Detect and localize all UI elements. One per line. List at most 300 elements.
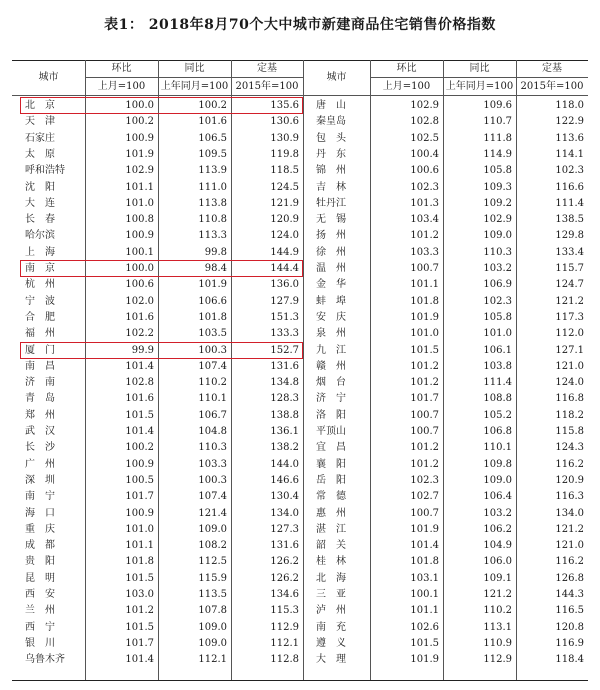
table-row bbox=[12, 326, 588, 341]
cell-base: 127.9 bbox=[270, 295, 299, 307]
table-row bbox=[12, 538, 588, 553]
city-name: 福 州 bbox=[25, 328, 55, 340]
table-row bbox=[12, 391, 588, 406]
cell-yoy: 99.8 bbox=[204, 246, 227, 258]
city-name: 大 连 bbox=[25, 197, 55, 209]
table-row bbox=[12, 114, 588, 129]
cell-base: 116.8 bbox=[555, 393, 584, 405]
cell-mom: 102.8 bbox=[125, 377, 154, 389]
table-row bbox=[12, 261, 588, 276]
cell-yoy: 110.1 bbox=[483, 442, 512, 454]
cell-base: 124.0 bbox=[270, 230, 299, 242]
table-row bbox=[12, 310, 588, 325]
cell-base: 133.4 bbox=[555, 246, 584, 258]
cell-mom: 100.9 bbox=[125, 458, 154, 470]
table-row bbox=[12, 506, 588, 521]
cell-mom: 103.4 bbox=[410, 214, 439, 226]
cell-yoy: 101.6 bbox=[198, 116, 227, 128]
cell-base: 114.1 bbox=[555, 148, 584, 160]
right-header-mom: 环比 bbox=[396, 63, 417, 74]
cell-yoy: 112.1 bbox=[198, 654, 227, 666]
cell-mom: 101.4 bbox=[125, 426, 154, 437]
cell-mom: 101.9 bbox=[410, 311, 439, 323]
table-row bbox=[12, 620, 588, 635]
cell-yoy: 115.9 bbox=[198, 572, 227, 584]
cell-mom: 101.8 bbox=[410, 295, 439, 307]
cell-base: 134.0 bbox=[555, 507, 584, 519]
cell-mom: 102.3 bbox=[410, 181, 439, 193]
cell-mom: 102.8 bbox=[410, 116, 439, 128]
cell-base: 120.9 bbox=[555, 474, 584, 486]
cell-mom: 102.3 bbox=[410, 474, 439, 486]
right-header-base-sub: 2015年=100 bbox=[520, 81, 584, 92]
cell-yoy: 105.8 bbox=[483, 311, 512, 323]
cell-base: 146.6 bbox=[270, 474, 299, 486]
cell-yoy: 100.3 bbox=[198, 344, 227, 356]
cell-yoy: 101.0 bbox=[483, 328, 512, 340]
cell-yoy: 110.9 bbox=[483, 637, 512, 649]
cell-yoy: 103.3 bbox=[198, 458, 227, 470]
cell-base: 121.0 bbox=[555, 540, 584, 552]
city-name: 襄 阳 bbox=[316, 458, 346, 470]
cell-mom: 100.2 bbox=[125, 116, 154, 128]
city-name: 大 理 bbox=[316, 654, 346, 666]
city-name: 韶 关 bbox=[316, 540, 346, 552]
cell-mom: 102.5 bbox=[410, 132, 439, 144]
cell-yoy: 101.8 bbox=[198, 311, 227, 323]
left-header-yoy-sub: 上年同月=100 bbox=[160, 81, 229, 92]
cell-yoy: 105.8 bbox=[483, 165, 512, 177]
city-name: 南 京 bbox=[25, 263, 55, 274]
cell-base: 118.2 bbox=[555, 409, 584, 421]
cell-base: 117.3 bbox=[555, 311, 584, 323]
cell-yoy: 109.2 bbox=[483, 197, 512, 209]
cell-yoy: 106.1 bbox=[483, 344, 512, 356]
cell-mom: 99.9 bbox=[131, 344, 154, 356]
cell-yoy: 110.2 bbox=[483, 605, 512, 617]
cell-base: 134.0 bbox=[270, 507, 299, 519]
cell-mom: 100.6 bbox=[410, 165, 439, 177]
cell-mom: 102.7 bbox=[410, 491, 439, 503]
cell-base: 124.0 bbox=[555, 377, 584, 389]
table-row bbox=[12, 522, 588, 537]
table-row bbox=[12, 359, 588, 374]
city-name: 洛 阳 bbox=[316, 409, 346, 421]
city-name: 南 充 bbox=[316, 621, 346, 633]
cell-base: 131.6 bbox=[270, 360, 299, 372]
cell-yoy: 106.5 bbox=[198, 132, 227, 144]
city-name: 呼和浩特 bbox=[25, 165, 65, 177]
cell-base: 116.6 bbox=[555, 181, 584, 193]
city-name: 包 头 bbox=[316, 132, 346, 144]
cell-yoy: 103.5 bbox=[198, 328, 227, 340]
cell-mom: 100.0 bbox=[125, 263, 154, 274]
right-header-mom-sub: 上月=100 bbox=[382, 81, 431, 92]
cell-yoy: 110.3 bbox=[198, 442, 227, 454]
cell-yoy: 109.8 bbox=[483, 458, 512, 470]
cell-base: 112.1 bbox=[270, 637, 299, 649]
cell-base: 126.2 bbox=[270, 572, 299, 584]
table-row bbox=[12, 245, 588, 260]
cell-yoy: 121.2 bbox=[483, 589, 512, 600]
city-name: 济 宁 bbox=[316, 393, 346, 405]
cell-yoy: 110.1 bbox=[198, 393, 227, 405]
cell-yoy: 106.9 bbox=[483, 279, 512, 291]
cell-mom: 101.5 bbox=[125, 409, 154, 421]
cell-yoy: 101.9 bbox=[198, 279, 227, 291]
cell-mom: 100.9 bbox=[125, 132, 154, 144]
cell-yoy: 107.4 bbox=[198, 491, 227, 503]
cell-base: 131.6 bbox=[270, 540, 299, 552]
cell-base: 124.7 bbox=[555, 279, 584, 291]
city-name: 唐 山 bbox=[316, 100, 346, 111]
cell-yoy: 109.0 bbox=[198, 637, 227, 649]
table-row bbox=[12, 180, 588, 195]
cell-yoy: 106.6 bbox=[198, 295, 227, 307]
city-name: 泸 州 bbox=[316, 605, 346, 617]
cell-base: 127.3 bbox=[270, 523, 299, 535]
cell-mom: 101.2 bbox=[410, 458, 439, 470]
cell-yoy: 110.3 bbox=[483, 246, 512, 258]
right-header-base: 定基 bbox=[542, 63, 562, 74]
cell-base: 118.0 bbox=[555, 100, 584, 111]
cell-mom: 100.9 bbox=[125, 230, 154, 242]
cell-mom: 102.9 bbox=[410, 100, 439, 111]
cell-base: 116.3 bbox=[555, 491, 584, 503]
left-subheader-rule bbox=[85, 77, 303, 78]
cell-yoy: 103.8 bbox=[483, 360, 512, 372]
cell-mom: 100.9 bbox=[125, 507, 154, 519]
table-row bbox=[12, 131, 588, 146]
cell-mom: 102.6 bbox=[410, 621, 439, 633]
city-name: 乌鲁木齐 bbox=[25, 654, 65, 666]
left-header-city: 城市 bbox=[38, 72, 59, 83]
city-name: 济 南 bbox=[25, 377, 55, 389]
cell-base: 124.5 bbox=[270, 181, 299, 193]
cell-yoy: 105.2 bbox=[483, 409, 512, 421]
city-name: 遵 义 bbox=[316, 637, 346, 649]
cell-yoy: 102.3 bbox=[483, 295, 512, 307]
cell-base: 126.2 bbox=[270, 556, 299, 568]
cell-yoy: 106.2 bbox=[483, 523, 512, 535]
left-header-base: 定基 bbox=[257, 63, 277, 74]
cell-yoy: 111.0 bbox=[198, 181, 227, 193]
header-bottom-rule bbox=[12, 95, 588, 96]
cell-yoy: 113.1 bbox=[483, 621, 512, 633]
table-row bbox=[12, 473, 588, 488]
city-name: 武 汉 bbox=[25, 426, 55, 437]
city-name: 天 津 bbox=[25, 116, 55, 128]
city-name: 九 江 bbox=[316, 344, 346, 356]
cell-mom: 101.5 bbox=[410, 344, 439, 356]
cell-yoy: 108.2 bbox=[198, 540, 227, 552]
cell-mom: 102.9 bbox=[125, 165, 154, 177]
cell-base: 144.3 bbox=[555, 589, 584, 600]
left-header-yoy: 同比 bbox=[184, 63, 205, 74]
cell-yoy: 109.0 bbox=[483, 230, 512, 242]
city-name: 海 口 bbox=[25, 507, 55, 519]
cell-base: 118.4 bbox=[555, 654, 584, 666]
cell-yoy: 121.4 bbox=[198, 507, 227, 519]
cell-base: 115.7 bbox=[555, 263, 584, 274]
cell-yoy: 112.9 bbox=[483, 654, 512, 666]
cell-mom: 100.0 bbox=[125, 100, 154, 111]
cell-base: 136.1 bbox=[270, 426, 299, 437]
cell-base: 116.2 bbox=[555, 556, 584, 568]
cell-mom: 102.0 bbox=[125, 295, 154, 307]
cell-base: 116.9 bbox=[555, 637, 584, 649]
cell-mom: 101.2 bbox=[410, 360, 439, 372]
cell-yoy: 113.5 bbox=[198, 589, 227, 600]
left-header-base-sub: 2015年=100 bbox=[235, 81, 299, 92]
cell-mom: 101.6 bbox=[125, 311, 154, 323]
city-name: 昆 明 bbox=[25, 572, 55, 584]
cell-mom: 101.4 bbox=[125, 360, 154, 372]
city-name: 北 海 bbox=[316, 572, 346, 584]
city-name: 无 锡 bbox=[316, 214, 346, 226]
city-name: 湛 江 bbox=[316, 523, 346, 535]
city-name: 温 州 bbox=[316, 263, 346, 274]
cell-base: 138.8 bbox=[270, 409, 299, 421]
cell-base: 136.0 bbox=[270, 279, 299, 291]
city-name: 长 沙 bbox=[25, 442, 55, 454]
cell-yoy: 104.8 bbox=[198, 426, 227, 437]
cell-base: 116.5 bbox=[555, 605, 584, 617]
city-name: 南 宁 bbox=[25, 491, 55, 503]
city-name: 桂 林 bbox=[316, 556, 346, 568]
city-name: 宁 波 bbox=[25, 295, 55, 307]
table-row bbox=[12, 98, 588, 113]
cell-mom: 101.0 bbox=[125, 197, 154, 209]
table-row bbox=[12, 636, 588, 651]
city-name: 秦皇岛 bbox=[316, 116, 346, 128]
cell-base: 121.2 bbox=[555, 295, 584, 307]
cell-mom: 101.8 bbox=[125, 556, 154, 568]
cell-base: 128.3 bbox=[270, 393, 299, 405]
cell-base: 133.3 bbox=[270, 328, 299, 340]
cell-base: 130.4 bbox=[270, 491, 299, 503]
cell-base: 115.3 bbox=[270, 605, 299, 617]
cell-yoy: 109.5 bbox=[198, 148, 227, 160]
cell-yoy: 109.0 bbox=[198, 621, 227, 633]
cell-base: 120.9 bbox=[270, 214, 299, 226]
cell-yoy: 114.9 bbox=[483, 148, 512, 160]
cell-mom: 101.1 bbox=[125, 181, 154, 193]
cell-base: 112.0 bbox=[555, 328, 584, 340]
city-name: 厦 门 bbox=[25, 344, 55, 356]
cell-mom: 100.7 bbox=[410, 507, 439, 519]
table-row bbox=[12, 587, 588, 602]
city-name: 蚌 埠 bbox=[316, 295, 346, 307]
city-name: 杭 州 bbox=[25, 279, 55, 291]
table-row bbox=[12, 554, 588, 569]
cell-yoy: 109.1 bbox=[483, 572, 512, 584]
cell-mom: 101.2 bbox=[410, 230, 439, 242]
cell-yoy: 108.8 bbox=[483, 393, 512, 405]
cell-yoy: 109.0 bbox=[483, 474, 512, 486]
city-name: 平顶山 bbox=[316, 426, 346, 437]
cell-base: 144.9 bbox=[270, 246, 299, 258]
cell-yoy: 100.2 bbox=[198, 100, 227, 111]
cell-base: 122.9 bbox=[555, 116, 584, 128]
cell-mom: 100.7 bbox=[410, 409, 439, 421]
cell-mom: 101.6 bbox=[125, 393, 154, 405]
city-name: 赣 州 bbox=[316, 360, 346, 372]
cell-yoy: 113.8 bbox=[198, 197, 227, 209]
table-row bbox=[12, 196, 588, 211]
cell-mom: 103.1 bbox=[410, 572, 439, 584]
cell-mom: 100.1 bbox=[125, 246, 154, 258]
cell-mom: 101.5 bbox=[125, 621, 154, 633]
table-row bbox=[12, 228, 588, 243]
city-name: 岳 阳 bbox=[316, 474, 346, 486]
table-row bbox=[12, 375, 588, 390]
cell-base: 119.8 bbox=[270, 148, 299, 160]
city-name: 常 德 bbox=[316, 491, 346, 503]
cell-mom: 100.1 bbox=[410, 589, 439, 600]
city-name: 贵 阳 bbox=[25, 556, 55, 568]
cell-yoy: 113.9 bbox=[198, 165, 227, 177]
right-subheader-rule bbox=[370, 77, 588, 78]
cell-base: 152.7 bbox=[270, 344, 299, 356]
city-name: 合 肥 bbox=[25, 311, 55, 323]
table-row bbox=[12, 652, 588, 667]
city-name: 安 庆 bbox=[316, 311, 346, 323]
cell-yoy: 98.4 bbox=[204, 263, 227, 274]
cell-base: 112.8 bbox=[270, 654, 299, 666]
cell-mom: 101.7 bbox=[410, 393, 439, 405]
cell-mom: 100.5 bbox=[125, 474, 154, 486]
cell-base: 102.3 bbox=[555, 165, 584, 177]
cell-mom: 103.3 bbox=[410, 246, 439, 258]
city-name: 吉 林 bbox=[316, 181, 346, 193]
table-title: 表1： 2018年8月70个大中城市新建商品住宅销售价格指数 bbox=[104, 17, 496, 33]
cell-yoy: 109.3 bbox=[483, 181, 512, 193]
right-header-yoy: 同比 bbox=[469, 63, 490, 74]
cell-mom: 101.1 bbox=[410, 279, 439, 291]
cell-base: 151.3 bbox=[270, 311, 299, 323]
cell-base: 129.8 bbox=[555, 230, 584, 242]
cell-base: 130.6 bbox=[270, 116, 299, 128]
cell-yoy: 106.4 bbox=[483, 491, 512, 503]
cell-yoy: 102.9 bbox=[483, 214, 512, 226]
cell-base: 127.1 bbox=[555, 344, 584, 356]
city-name: 成 都 bbox=[25, 540, 55, 552]
left-header-mom-sub: 上月=100 bbox=[97, 81, 146, 92]
cell-mom: 101.8 bbox=[410, 556, 439, 568]
city-name: 南 昌 bbox=[25, 360, 55, 372]
cell-yoy: 110.7 bbox=[483, 116, 512, 128]
city-name: 哈尔滨 bbox=[25, 230, 55, 242]
cell-mom: 100.6 bbox=[125, 279, 154, 291]
city-name: 惠 州 bbox=[316, 507, 346, 519]
cell-base: 134.8 bbox=[270, 377, 299, 389]
cell-base: 111.4 bbox=[555, 197, 584, 209]
table-row bbox=[12, 343, 588, 358]
cell-yoy: 110.8 bbox=[198, 214, 227, 226]
cell-mom: 100.7 bbox=[410, 426, 439, 437]
cell-yoy: 103.2 bbox=[483, 507, 512, 519]
cell-base: 120.8 bbox=[555, 621, 584, 633]
city-name: 三 亚 bbox=[316, 589, 346, 600]
right-header-yoy-sub: 上年同月=100 bbox=[445, 81, 514, 92]
city-name: 银 川 bbox=[25, 637, 55, 649]
cell-base: 124.3 bbox=[555, 442, 584, 454]
city-name: 锦 州 bbox=[316, 165, 346, 177]
city-name: 长 春 bbox=[25, 214, 55, 226]
cell-yoy: 112.5 bbox=[198, 556, 227, 568]
table-row bbox=[12, 277, 588, 292]
table-row bbox=[12, 212, 588, 227]
cell-mom: 100.2 bbox=[125, 442, 154, 454]
cell-base: 112.9 bbox=[270, 621, 299, 633]
cell-yoy: 106.7 bbox=[198, 409, 227, 421]
city-name: 金 华 bbox=[316, 279, 346, 291]
city-name: 兰 州 bbox=[25, 605, 55, 617]
cell-base: 121.0 bbox=[555, 360, 584, 372]
cell-mom: 101.9 bbox=[410, 523, 439, 535]
cell-base: 138.2 bbox=[270, 442, 299, 454]
city-name: 徐 州 bbox=[316, 246, 346, 258]
cell-mom: 100.8 bbox=[125, 214, 154, 226]
cell-mom: 103.0 bbox=[125, 589, 154, 600]
city-name: 广 州 bbox=[25, 458, 55, 470]
cell-base: 121.9 bbox=[270, 197, 299, 209]
table-row bbox=[12, 603, 588, 618]
cell-base: 130.9 bbox=[270, 132, 299, 144]
cell-base: 138.5 bbox=[555, 214, 584, 226]
table-row bbox=[12, 424, 588, 439]
cell-base: 113.6 bbox=[555, 132, 584, 144]
table-row bbox=[12, 294, 588, 309]
table-row bbox=[12, 457, 588, 472]
city-name: 宜 昌 bbox=[316, 442, 346, 454]
table-row bbox=[12, 408, 588, 423]
cell-mom: 101.7 bbox=[125, 637, 154, 649]
cell-mom: 100.7 bbox=[410, 263, 439, 274]
cell-mom: 101.2 bbox=[125, 605, 154, 617]
table-row bbox=[12, 440, 588, 455]
city-name: 牡丹江 bbox=[316, 197, 346, 209]
cell-base: 126.8 bbox=[555, 572, 584, 584]
city-name: 上 海 bbox=[25, 246, 55, 258]
cell-yoy: 107.4 bbox=[198, 360, 227, 372]
cell-base: 134.6 bbox=[270, 589, 299, 600]
cell-mom: 101.0 bbox=[410, 328, 439, 340]
city-name: 重 庆 bbox=[25, 523, 55, 535]
city-name: 扬 州 bbox=[316, 230, 346, 242]
table-row bbox=[12, 489, 588, 504]
city-name: 北 京 bbox=[25, 100, 55, 111]
city-name: 青 岛 bbox=[25, 393, 55, 405]
city-name: 泉 州 bbox=[316, 328, 346, 340]
city-name: 烟 台 bbox=[316, 377, 346, 389]
table-bottom-rule bbox=[12, 680, 588, 681]
cell-mom: 101.1 bbox=[125, 540, 154, 552]
city-name: 西 安 bbox=[25, 589, 55, 600]
left-header-mom: 环比 bbox=[111, 63, 132, 74]
cell-mom: 101.0 bbox=[125, 523, 154, 535]
cell-yoy: 100.3 bbox=[198, 474, 227, 486]
cell-mom: 102.2 bbox=[125, 328, 154, 340]
cell-yoy: 106.8 bbox=[483, 426, 512, 437]
cell-mom: 101.5 bbox=[410, 637, 439, 649]
cell-yoy: 103.2 bbox=[483, 263, 512, 274]
cell-base: 121.2 bbox=[555, 523, 584, 535]
cell-mom: 101.5 bbox=[125, 572, 154, 584]
cell-mom: 100.4 bbox=[410, 148, 439, 160]
cell-mom: 101.9 bbox=[125, 148, 154, 160]
